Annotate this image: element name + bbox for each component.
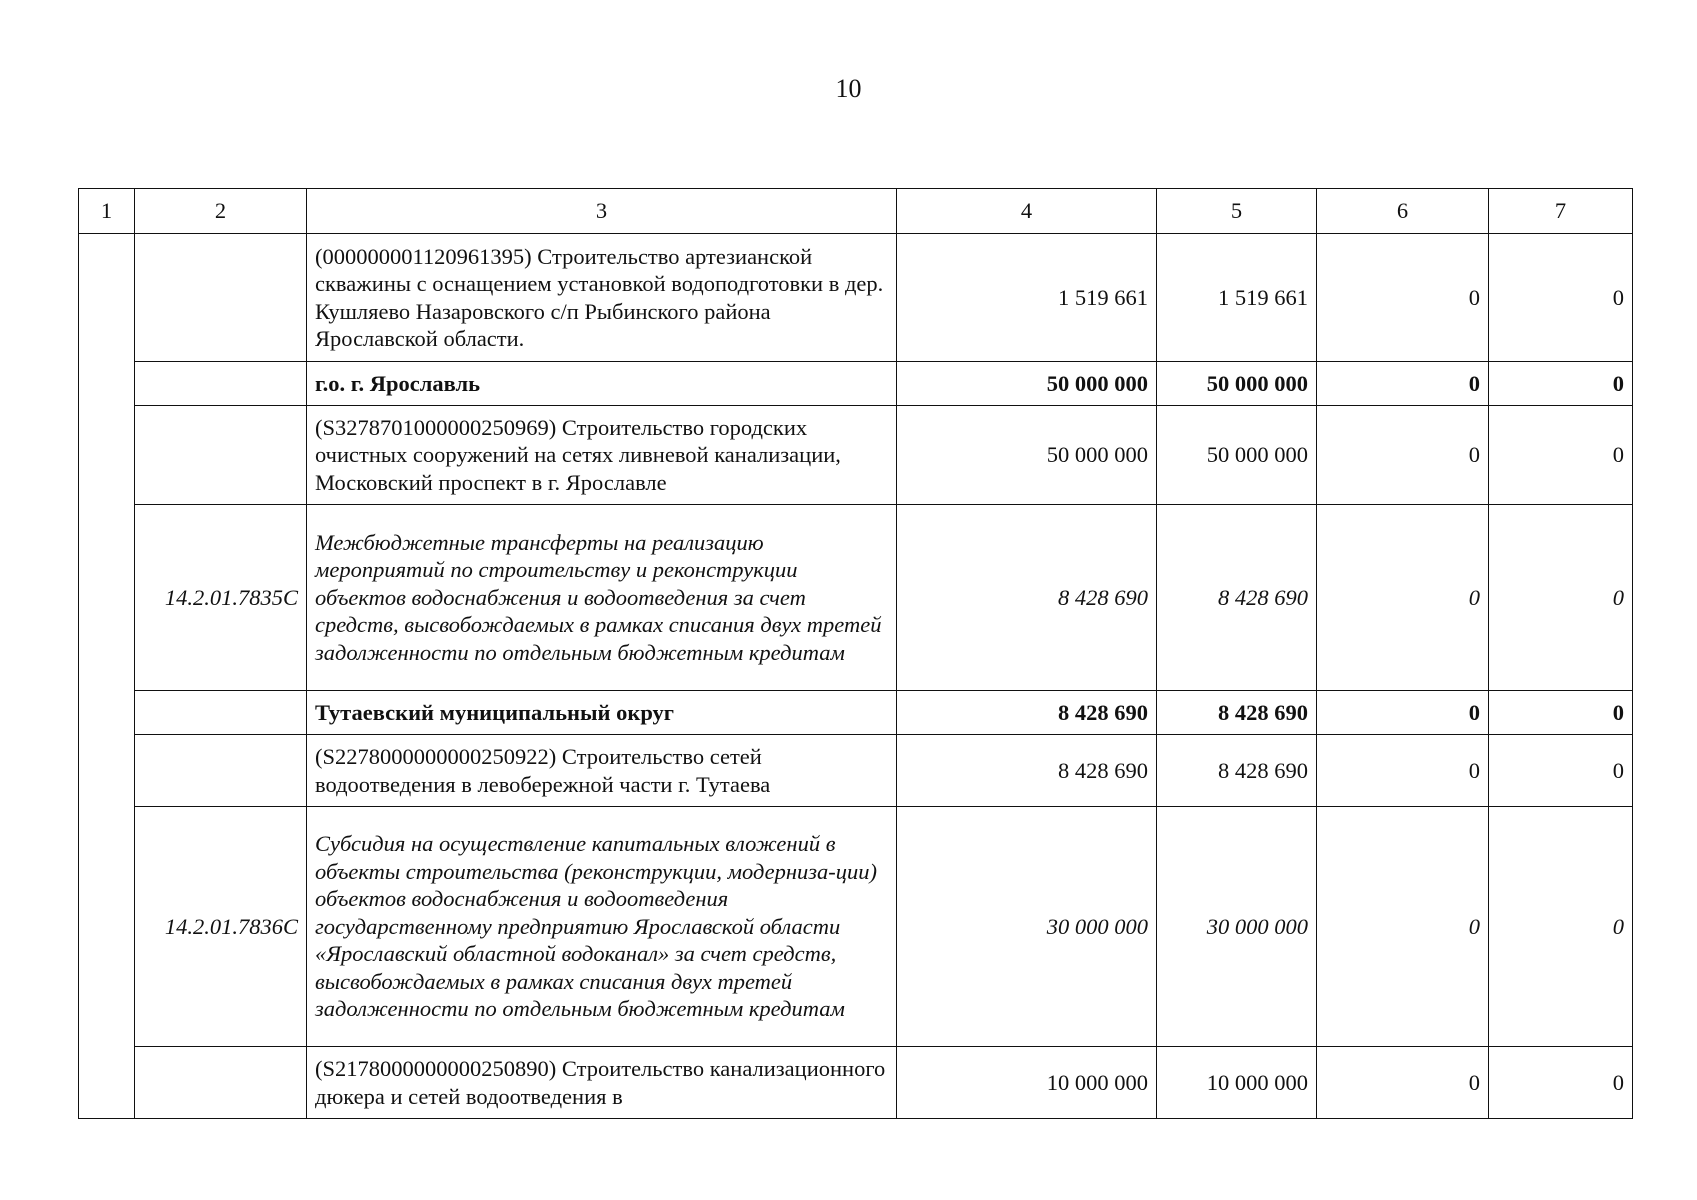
value-cell-col7: 0 — [1489, 691, 1633, 735]
code-cell — [135, 1047, 307, 1119]
value-cell-col4: 8 428 690 — [897, 691, 1157, 735]
value-cell-col7: 0 — [1489, 807, 1633, 1047]
description-cell: Тутаевский муниципальный округ — [307, 691, 897, 735]
table-row — [79, 735, 1633, 807]
column-header: 4 — [897, 189, 1157, 234]
value-cell-col7: 0 — [1489, 234, 1633, 362]
value-cell-col5: 30 000 000 — [1157, 807, 1317, 1047]
value-cell-col6: 0 — [1317, 505, 1489, 691]
value-cell-col4: 8 428 690 — [897, 735, 1157, 807]
column-header: 1 — [79, 189, 135, 234]
value-cell-col7: 0 — [1489, 362, 1633, 406]
budget-table — [78, 188, 1633, 1119]
column-header: 6 — [1317, 189, 1489, 234]
value-cell-col6: 0 — [1317, 406, 1489, 505]
value-cell-col6: 0 — [1317, 807, 1489, 1047]
code-cell: 14.2.01.7836С — [135, 807, 307, 1047]
code-cell — [135, 234, 307, 362]
value-cell-col6: 0 — [1317, 735, 1489, 807]
value-cell-col7: 0 — [1489, 1047, 1633, 1119]
code-cell — [135, 406, 307, 505]
value-cell-col6: 0 — [1317, 234, 1489, 362]
value-cell-col5: 10 000 000 — [1157, 1047, 1317, 1119]
value-cell-col6: 0 — [1317, 1047, 1489, 1119]
value-cell-col6: 0 — [1317, 362, 1489, 406]
value-cell-col5: 50 000 000 — [1157, 406, 1317, 505]
value-cell-col4: 10 000 000 — [897, 1047, 1157, 1119]
description-cell: Субсидия на осуществление капитальных вложений в объекты строительства (реконструкции, модерниза-ции) объектов водоснабжения и водоотведения государственному предприятию Ярославской области «Ярославский областной водоканал» за счет средств, высвобождаемых в рамках списания двух третей задолженности по отдельным бюджетным кредитам — [307, 807, 897, 1047]
value-cell-col4: 1 519 661 — [897, 234, 1157, 362]
value-cell-col6: 0 — [1317, 691, 1489, 735]
value-cell-col5: 50 000 000 — [1157, 362, 1317, 406]
column-header: 7 — [1489, 189, 1633, 234]
table-row — [79, 505, 1633, 691]
table-body — [79, 234, 1633, 1119]
description-cell: (S3278701000000250969) Строительство городских очистных сооружений на сетях ливневой канализации, Московский проспект в г. Ярославле — [307, 406, 897, 505]
description-cell: (S2278000000000250922) Строительство сетей водоотведения в левобережной части г. Тутаева — [307, 735, 897, 807]
value-cell-col5: 8 428 690 — [1157, 735, 1317, 807]
value-cell-col5: 8 428 690 — [1157, 505, 1317, 691]
value-cell-col5: 1 519 661 — [1157, 234, 1317, 362]
code-cell — [135, 362, 307, 406]
value-cell-col4: 50 000 000 — [897, 362, 1157, 406]
column-header: 2 — [135, 189, 307, 234]
table-header-row — [79, 189, 1633, 234]
page-number: 10 — [835, 74, 862, 103]
table-row — [79, 1047, 1633, 1119]
column-header: 5 — [1157, 189, 1317, 234]
description-cell: г.о. г. Ярославль — [307, 362, 897, 406]
value-cell-col7: 0 — [1489, 406, 1633, 505]
description-cell: (000000001120961395) Строительство артезианской скважины с оснащением установкой водоподготовки в дер. Кушляево Назаровского с/п Рыбинского района Ярославской области. — [307, 234, 897, 362]
value-cell-col7: 0 — [1489, 505, 1633, 691]
value-cell-col4: 50 000 000 — [897, 406, 1157, 505]
table-row — [79, 406, 1633, 505]
value-cell-col5: 8 428 690 — [1157, 691, 1317, 735]
description-cell: Межбюджетные трансферты на реализацию мероприятий по строительству и реконструкции объектов водоснабжения и водоотведения за счет средств, высвобождаемых в рамках списания двух третей задолженности по отдельным бюджетным кредитам — [307, 505, 897, 691]
table-row — [79, 691, 1633, 735]
table-row — [79, 807, 1633, 1047]
code-cell — [135, 735, 307, 807]
row-number-cell — [79, 234, 135, 1119]
description-cell: (S2178000000000250890) Строительство канализационного дюкера и сетей водоотведения в — [307, 1047, 897, 1119]
table-row — [79, 234, 1633, 362]
code-cell — [135, 691, 307, 735]
column-header: 3 — [307, 189, 897, 234]
code-cell: 14.2.01.7835С — [135, 505, 307, 691]
table-row — [79, 362, 1633, 406]
value-cell-col7: 0 — [1489, 735, 1633, 807]
value-cell-col4: 8 428 690 — [897, 505, 1157, 691]
value-cell-col4: 30 000 000 — [897, 807, 1157, 1047]
